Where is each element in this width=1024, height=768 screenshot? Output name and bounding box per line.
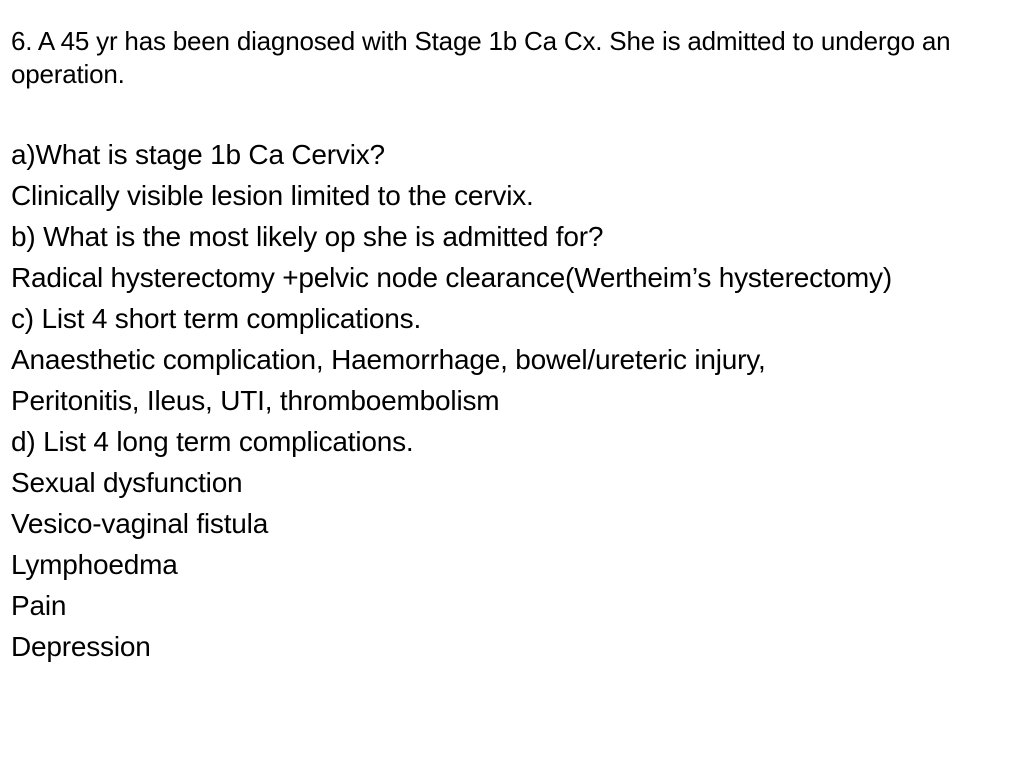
question-text: 6. A 45 yr has been diagnosed with Stage 1b Ca Cx. She is admitted to undergo an operation. [11, 26, 951, 89]
answer-a: Clinically visible lesion limited to the cervix. [11, 180, 534, 211]
subquestion-a: a)What is stage 1b Ca Cervix? [11, 139, 385, 170]
answer-c-line-1: Anaesthetic complication, Haemorrhage, bowel/ureteric injury, [11, 344, 766, 375]
answer-d-item-5: Depression [11, 631, 151, 662]
answer-d-item-4: Pain [11, 590, 67, 621]
answer-list [11, 138, 1001, 671]
subquestion-b: b) What is the most likely op she is admitted for? [11, 221, 604, 252]
answer-d-item-2: Vesico-vaginal fistula [11, 508, 269, 539]
answer-d-item-1: Sexual dysfunction [11, 467, 243, 498]
subquestion-c: c) List 4 short term complications. [11, 303, 422, 334]
answer-d-item-3: Lymphoedma [11, 549, 178, 580]
answer-c-line-2: Peritonitis, Ileus, UTI, thromboembolism [11, 385, 500, 416]
answer-b: Radical hysterectomy +pelvic node clearance(Wertheim’s hysterectomy) [11, 262, 892, 293]
subquestion-d: d) List 4 long term complications. [11, 426, 414, 457]
